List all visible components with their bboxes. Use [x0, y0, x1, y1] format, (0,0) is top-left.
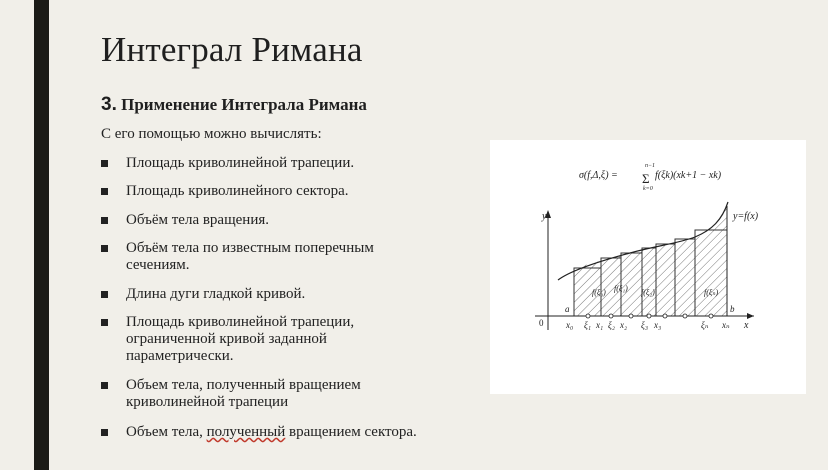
- xi-point: [586, 314, 590, 318]
- bar-label: f(ξₙ): [704, 288, 719, 297]
- bar-label: f(ξ₂): [641, 288, 655, 297]
- left-accent-bar: [34, 0, 49, 470]
- riemann-sum-figure: [490, 140, 806, 394]
- x-axis-arrow: [747, 313, 754, 319]
- summation-sign: Σ: [642, 171, 650, 186]
- intro-text: С его помощью можно вычислять:: [101, 126, 322, 142]
- spellcheck-underlined-word: полученный: [206, 424, 286, 440]
- tick-label: xₙ: [722, 320, 730, 330]
- bullet-text-line: параметрически.: [126, 348, 234, 364]
- formula-lhs: σ(f,Δ,ξ) =: [579, 170, 618, 181]
- bullet-text: Площадь криволинейного сектора.: [126, 183, 349, 199]
- bullet-text: Длина дуги гладкой кривой.: [126, 286, 306, 302]
- xi-point: [647, 314, 651, 318]
- xi-point: [663, 314, 667, 318]
- xi-point: [683, 314, 687, 318]
- bullet-item: [101, 377, 481, 411]
- bullet-marker: [101, 245, 108, 252]
- bullet-text-part: вращением сектора.: [285, 424, 417, 440]
- bullet-marker: [101, 217, 108, 224]
- y-axis-label: y: [542, 211, 547, 222]
- xi-point: [709, 314, 713, 318]
- bullet-item: [101, 240, 481, 274]
- origin-label: 0: [539, 318, 544, 328]
- bullet-marker: [101, 188, 108, 195]
- bullet-marker: [101, 160, 108, 167]
- a-label: a: [565, 304, 570, 314]
- bullet-text-line: Объем тела, полученный вращением: [126, 377, 361, 393]
- tick-label: x₃: [654, 320, 662, 330]
- curve-label: y=f(x): [733, 211, 759, 222]
- formula-lower-limit: k=0: [643, 186, 653, 192]
- bullet-text: Площадь криволинейной трапеции.: [126, 155, 355, 171]
- bullet-item: [101, 183, 481, 200]
- bullet-marker: [101, 429, 108, 436]
- tick-label: ξ₁: [584, 320, 591, 330]
- bullet-text-line: сечениям.: [126, 257, 190, 273]
- riemann-sum-diagram: [490, 140, 806, 394]
- x-axis-label: x: [744, 320, 749, 331]
- tick-label: ξ₂: [608, 320, 615, 330]
- bullet-item: [101, 212, 481, 229]
- bar-label: f(ξ₁): [614, 284, 628, 293]
- xi-point: [609, 314, 613, 318]
- section-heading-text: Применение Интеграла Римана: [121, 95, 367, 114]
- bullet-text: Объём тела вращения.: [126, 212, 270, 228]
- bullet-marker: [101, 291, 108, 298]
- bullet-text-line: Площадь криволинейной трапеции,: [126, 314, 355, 330]
- bullet-marker: [101, 319, 108, 326]
- bullet-item: [101, 155, 481, 172]
- section-heading: [101, 94, 367, 116]
- b-label: b: [730, 304, 735, 314]
- bar-label: f(ξ₀): [592, 288, 606, 297]
- slide-title: Интеграл Римана: [101, 30, 363, 69]
- formula-rhs: f(ξk)(xk+1 − xk): [655, 170, 722, 181]
- bullet-item: [101, 286, 481, 303]
- tick-label: x₀: [566, 320, 574, 330]
- bullet-text-line: ограниченной кривой заданной: [126, 331, 327, 347]
- tick-label: x₂: [620, 320, 628, 330]
- bullet-text: [126, 424, 481, 441]
- xi-point: [629, 314, 633, 318]
- bullet-item: [101, 314, 481, 365]
- tick-label: x₁: [596, 320, 604, 330]
- section-number: 3.: [101, 94, 117, 115]
- bullet-text-line: Объём тела по известным поперечным: [126, 240, 374, 256]
- area-under-curve: [574, 206, 727, 316]
- bullet-text-part: Объем тела,: [126, 424, 207, 440]
- tick-label: ξₙ: [701, 320, 709, 330]
- formula-upper-limit: n−1: [645, 163, 656, 169]
- tick-label: ξ₃: [641, 320, 648, 330]
- bullet-text-line: криволинейной трапеции: [126, 394, 289, 410]
- bullet-item: [101, 424, 481, 441]
- bullet-marker: [101, 382, 108, 389]
